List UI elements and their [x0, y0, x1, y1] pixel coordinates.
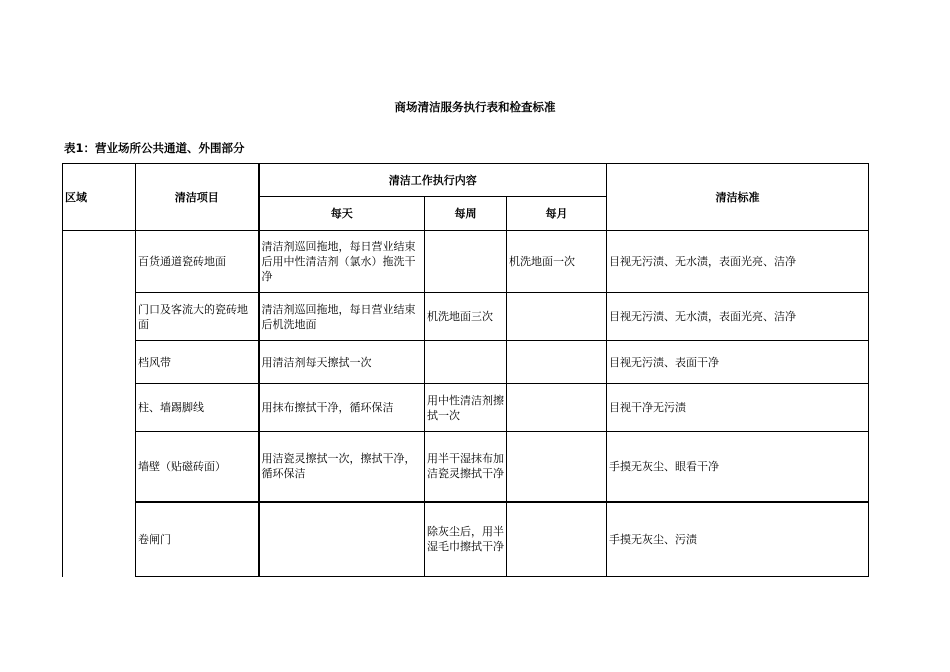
header-standard: 清洁标准	[607, 164, 869, 231]
row-standard: 手摸无灰尘、眼看干净	[607, 432, 869, 502]
row-monthly: 机洗地面一次	[507, 231, 607, 293]
row-daily: 用洁瓷灵擦拭一次，擦拭干净，循环保洁	[259, 432, 425, 502]
row-standard: 目视干净无污渍	[607, 384, 869, 432]
header-row-1	[63, 164, 869, 197]
table-row	[63, 432, 869, 502]
row-standard: 手摸无灰尘、污渍	[607, 502, 869, 577]
row-weekly	[425, 231, 507, 293]
document-title: 商场清洁服务执行表和检查标准	[394, 100, 556, 114]
table-caption: 表1：营业场所公共通道、外围部分	[64, 141, 245, 155]
row-item: 档风带	[136, 341, 259, 384]
row-item: 门口及客流大的瓷砖地面	[136, 293, 259, 341]
table-row	[63, 384, 869, 432]
row-standard: 目视无污渍、无水渍，表面光亮、洁净	[607, 231, 869, 293]
table-row	[63, 341, 869, 384]
row-item: 百货通道瓷砖地面	[136, 231, 259, 293]
row-item: 卷闸门	[136, 502, 259, 577]
row-item: 墙壁（贴磁砖面）	[136, 432, 259, 502]
cleaning-schedule-table	[62, 163, 869, 577]
row-weekly: 除灰尘后，用半湿毛巾擦拭干净	[425, 502, 507, 577]
row-monthly	[507, 293, 607, 341]
row-item: 柱、墙踢脚线	[136, 384, 259, 432]
row-daily: 清洁剂巡回拖地，每日营业结束后机洗地面	[259, 293, 425, 341]
table-row	[63, 502, 869, 577]
header-weekly: 每周	[425, 197, 507, 231]
row-monthly	[507, 502, 607, 577]
row-weekly	[425, 341, 507, 384]
table-row	[63, 231, 869, 293]
row-monthly	[507, 432, 607, 502]
row-standard: 目视无污渍、无水渍，表面光亮、洁净	[607, 293, 869, 341]
row-daily: 用抹布擦拭干净，循环保洁	[259, 384, 425, 432]
header-area: 区域	[63, 164, 136, 231]
row-weekly: 机洗地面三次	[425, 293, 507, 341]
row-standard: 目视无污渍、表面干净	[607, 341, 869, 384]
row-daily: 用清洁剂每天擦拭一次	[259, 341, 425, 384]
header-daily: 每天	[259, 197, 425, 231]
header-item: 清洁项目	[136, 164, 259, 231]
area-cell	[63, 231, 136, 577]
header-monthly: 每月	[507, 197, 607, 231]
row-monthly	[507, 341, 607, 384]
row-daily	[259, 502, 425, 577]
row-monthly	[507, 384, 607, 432]
row-weekly: 用中性清洁剂擦拭一次	[425, 384, 507, 432]
header-content: 清洁工作执行内容	[259, 164, 607, 197]
row-daily: 清洁剂巡回拖地，每日营业结束后用中性清洁剂（氯水）拖洗干净	[259, 231, 425, 293]
table-row	[63, 293, 869, 341]
row-weekly: 用半干湿抹布加洁瓷灵擦拭干净	[425, 432, 507, 502]
